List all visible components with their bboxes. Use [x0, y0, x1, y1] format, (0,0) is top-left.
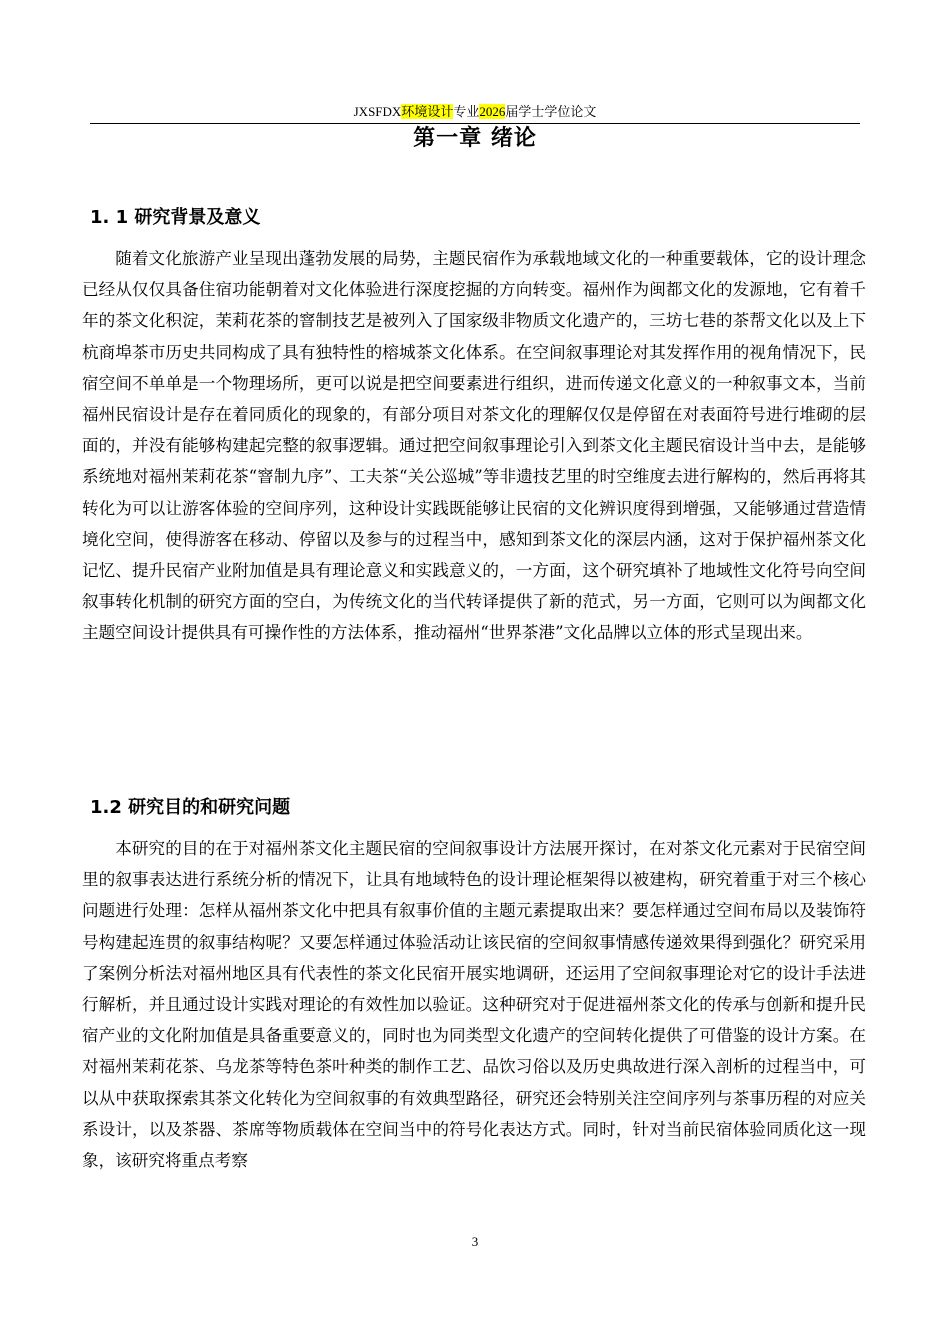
header-school-code: JXSFDX [353, 104, 402, 119]
chapter-title: 第一章 绪论 [413, 126, 537, 151]
section-heading-1-1: 1. 1 研究背景及意义 [90, 207, 261, 228]
header-thesis-type: 届学士学位论文 [505, 104, 597, 119]
header-year-highlight: 2026 [479, 104, 506, 119]
section-paragraph-1-2: 本研究的目的在于对福州茶文化主题民宿的空间叙事设计方法展开探讨，在对茶文化元素对于民宿空间里的叙事表达进行系统分析的情况下，让具有地域特色的设计理论框架得以被建构，研究着重于对三个核心问题进行处理：怎样从福州茶文化中把具有叙事价值的主题元素提取出来？要怎样通过空间布局以及装饰符号构建起连贯的叙事结构呢？又要怎样通过体验活动让该民宿的空间叙事情感传递效果得到强化？研究采用了案例分析法对福州地区具有代表性的茶文化民宿开展实地调研，还运用了空间叙事理论对它的设计手法进行解析，并且通过设计实践对理论的有效性加以验证。这种研究对于促进福州茶文化的传承与创新和提升民宿产业的文化附加值是具备重要意义的，同时也为同类型文化遗产的空间转化提供了可借鉴的设计方案。在对福州茉莉花茶、乌龙茶等特色茶叶种类的制作工艺、品饮习俗以及历史典故进行深入剖析的过程当中，可以从中获取探索其茶文化转化为空间叙事的有效典型路径，研究还会特别关注空间序列与茶事历程的对应关系设计，以及茶器、茶席等物质载体在空间当中的符号化表达方式。同时，针对当前民宿体验同质化这一现象，该研究将重点考察 [82, 839, 866, 1171]
page-number: 3 [471, 1234, 479, 1249]
section-paragraph-1-1: 随着文化旅游产业呈现出蓬勃发展的局势，主题民宿作为承载地域文化的一种重要载体，它的设计理念已经从仅仅具备住宿功能朝着对文化体验进行深度挖掘的方向转变。福州作为闽都文化的发源地，它有着千年的茶文化积淀，茉莉花茶的窨制技艺是被列入了国家级非物质文化遗产的，三坊七巷的茶帮文化以及上下杭商埠茶市历史共同构成了具有独特性的榕城茶文化体系。在空间叙事理论对其发挥作用的视角情况下，民宿空间不单单是一个物理场所，更可以说是把空间要素进行组织，进而传递文化意义的一种叙事文本，当前福州民宿设计是存在着同质化的现象的，有部分项目对茶文化的理解仅仅是停留在对表面符号进行堆砌的层面的，并没有能够构建起完整的叙事逻辑。通过把空间叙事理论引入到茶文化主题民宿设计当中去，是能够系统地对福州茉莉花茶“窨制九序”、工夫茶“关公巡城”等非遗技艺里的时空维度去进行解构的，然后再将其转化为可以让游客体验的空间序列，这种设计实践既能够让民宿的文化辨识度得到增强，又能够通过营造情境化空间，使得游客在移动、停留以及参与的过程当中，感知到茶文化的深层内涵，这对于保护福州茶文化记忆、提升民宿产业附加值是具有理论意义和实践意义的，一方面，这个研究填补了地域性文化符号向空间叙事转化机制的研究方面的空白，为传统文化的当代转译提供了新的范式，另一方面，它则可以为闽都文化主题空间设计提供具有可操作性的方法体系，推动福州“世界茶港”文化品牌以立体的形式呈现出来。 [82, 249, 866, 643]
running-header [90, 104, 860, 120]
section-heading-1-2: 1.2 研究目的和研究问题 [90, 797, 291, 818]
header-major-suffix: 专业 [453, 104, 480, 119]
header-major-highlight: 环境设计 [401, 104, 454, 119]
